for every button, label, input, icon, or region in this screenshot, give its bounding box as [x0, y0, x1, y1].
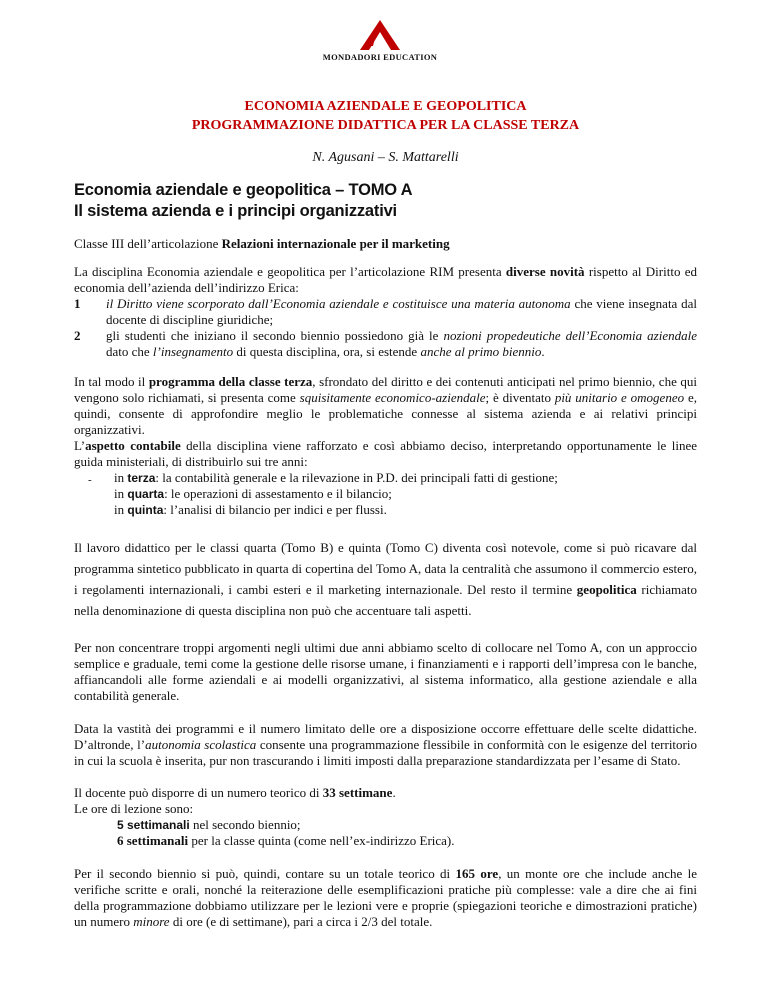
concentrare-paragraph: Per non concentrare troppi argomenti negli ultimi due anni abbiamo scelto di collocare nel Tomo A, con un approccio semplice e graduale, temi come la gestione delle risorse umane, i finanziamenti e i rapporti dell’impresa con le banche, affiancandoli alle forme aziendali e ai modelli organizzativi, al sistema informatico, alla gestione aziendale e alla contabilità generale. — [74, 640, 697, 703]
ore-list — [74, 801, 697, 849]
list-item: in quarta: le operazioni di assestamento e il bilancio; — [114, 486, 392, 501]
list-number: 1 — [74, 296, 81, 311]
settimane-paragraph: Il docente può disporre di un numero teorico di 33 settimane. — [74, 785, 396, 800]
list-item: 5 settimanali nel secondo biennio; — [117, 817, 301, 832]
heading-line-2: Il sistema azienda e i principi organizzativi — [74, 202, 397, 220]
novita-list — [74, 296, 697, 360]
lavoro-paragraph: Il lavoro didattico per le classi quarta (Tomo B) e quinta (Tomo C) diventa così notevole, come si può ricavare dal programma sintetico pubblicato in quarta di copertina del Tomo A, data la centralità che assumono il commercio estero, i regolamenti internazionali, i cambi esteri e il marketing internazionale. Del resto il termine geopolitica richiamato nella denominazione di questa disciplina non può che accentuare tali aspetti. — [74, 540, 697, 618]
dash-bullet: - — [88, 474, 92, 486]
anni-list — [74, 470, 697, 518]
vastita-paragraph: Data la vastità dei programmi e il numero limitato delle ore a disposizione occorre effettuare delle scelte didattiche. D’altronde, l’autonomia scolastica consente una programmazione flessibile in conformità con le esigenze del territorio in cui la scuola è inserita, pur non trascurando i limiti imposti dalla preparazione standardizzata per l’esame di Stato. — [74, 721, 697, 768]
list-item: in quinta: l’analisi di bilancio per indici e per flussi. — [114, 502, 387, 517]
contabile-paragraph: L’aspetto contabile della disciplina viene rafforzato e così abbiamo deciso, interpretando opportunamente le linee guida ministeriali, di distribuirlo sui tre anni: — [74, 438, 697, 469]
list-number: 2 — [74, 328, 81, 343]
biennio-paragraph: Per il secondo biennio si può, quindi, contare su un totale teorico di 165 ore, un monte ore che include anche le verifiche scritte e orali, nonché la reiterazione delle esemplificazioni pratiche più complesse: vale a dire che ai fini della programmazione dobbiamo utilizzare per le lezioni vere e proprie (spiegazioni teoriche e dimostrazioni pratiche) un numero minore di ore (e di settimane), pari a circa i 2/3 del totale. — [74, 866, 697, 929]
section-heading — [74, 180, 697, 222]
list-item: 6 settimanali per la classe quinta (come nell’ex-indirizzo Erica). — [117, 833, 455, 848]
document-title — [74, 97, 697, 135]
list-item: - in terza: la contabilità generale e la rilevazione in P.D. dei principali fatti di gestione; — [88, 470, 558, 486]
programma-paragraph: In tal modo il programma della classe terza, sfrondato del diritto e dei contenuti anticipati nel primo biennio, che qui vengono solo richiamati, si presenta come squisitamente economico-aziendale; è diventato più unitario e omogeneo e, quindi, consente di approfondire meglio le problematiche connesse al sistema azienda e ai relativi principi organizzativi. — [74, 374, 697, 437]
list-item: 2 gli studenti che iniziano il secondo biennio possiedono già le nozioni propedeutiche dell’Economia aziendale dato che l’insegnamento di questa disciplina, ora, si estende anche al primo biennio. — [74, 328, 697, 359]
authors: N. Agusani – S. Mattarelli — [312, 150, 459, 165]
mondadori-logo-icon — [360, 20, 400, 50]
intro-paragraph: La disciplina Economia aziendale e geopolitica per l’articolazione RIM presenta diverse novità rispetto al Diritto ed economia dell’azienda dell’indirizzo Erica: — [74, 264, 697, 295]
logo-text: MONDADORI EDUCATION — [322, 52, 438, 62]
classe-line: Classe III dell’articolazione Relazioni internazionale per il marketing — [74, 236, 450, 251]
title-line-1: ECONOMIA AZIENDALE E GEOPOLITICA — [244, 99, 527, 114]
list-item: 1 il Diritto viene scorporato dall’Economia aziendale e costituisce una materia autonoma che viene insegnata dal docente di discipline giuridiche; — [74, 296, 697, 327]
ore-intro: Le ore di lezione sono: — [74, 801, 194, 816]
title-line-2: PROGRAMMAZIONE DIDATTICA PER LA CLASSE TERZA — [191, 118, 580, 133]
heading-line-1: Economia aziendale e geopolitica – TOMO A — [74, 181, 413, 199]
publisher-logo — [300, 20, 460, 65]
